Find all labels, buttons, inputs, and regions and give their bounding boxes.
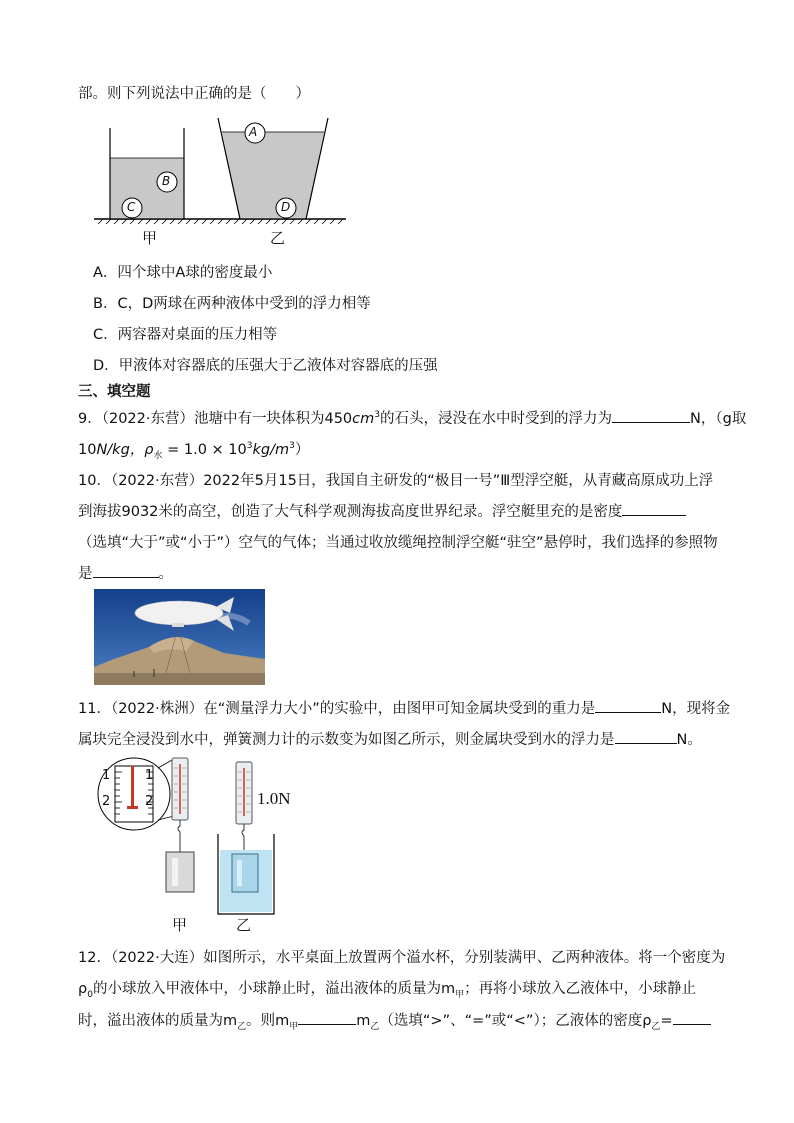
metal-block-right [232,854,258,892]
question-intro: 部。则下列说法中正确的是（ ） [78,86,310,102]
q10-line-4-end: 。 [158,566,173,582]
q11-line-2-text: 属块完全浸没到水中，弹簧测力计的示数变为如图乙所示，则金属块受到水的浮力是 [78,732,615,748]
section-title: 三、填空题 [78,384,151,400]
q9-text-b: 的石头，浸没在水中时受到的浮力为 [380,411,613,427]
question-10-line-4 [78,562,173,583]
question-11-line-1 [78,697,730,718]
q9-exp: 3 [246,441,253,452]
scale-reading: 1.0N [257,789,291,808]
q12-line-2-end: ；再将小球放入乙液体中，小球静止 [464,981,697,997]
q9-text-c: N，（g取 [690,411,747,427]
question-12-line-3 [78,1009,711,1032]
option-c: C．两容器对桌面的压力相等 [93,327,278,343]
q12-m-sub-1: 甲 [455,989,465,1000]
q12-rho: ρ [78,981,88,997]
question-12-line-1: 12．（2022·大连）如图所示，水平桌面上放置两个溢水杯，分别装满甲、乙两种液体。将一个密度为 [78,950,726,966]
airship-photo [94,589,265,685]
q12-m-sub-3: 甲 [289,1021,299,1032]
option-d: D．甲液体对容器底的压强大于乙液体对容器底的压强 [93,358,438,374]
q12-line-3-d: （选填“>”、“=”或“<”）；乙液体的密度ρ [379,1013,652,1029]
magnified-scale-right-2: 2 [145,794,154,809]
q11-line-1-end: N，现将金 [661,701,731,717]
q12-rho-sub: 0 [87,989,93,1000]
q9-rho-unit-sup: 3 [289,441,295,452]
q9-unit: cm [352,411,375,427]
ball-c-label: C [127,200,136,214]
q9-g-unit: N/kg，ρ [96,442,154,458]
q12-line-2-text: 的小球放入甲液体中，小球静止时，溢出液体的质量为m [92,981,456,997]
q9-rho-sub: 水 [153,450,163,461]
left-figure-label: 甲 [142,229,158,247]
q12-line-3-text: 时，溢出液体的质量为m [78,1013,238,1029]
q11-line-2-end: N。 [676,732,702,748]
magnified-scale-right-1: 1 [145,768,154,783]
answer-blank-12b[interactable] [673,1010,711,1025]
ball-d-label: D [281,200,291,214]
q12-line-3-b: 。则m [246,1013,290,1029]
q11-line-1-text: 11．（2022·株洲）在“测量浮力大小”的实验中，由图甲可知金属块受到的重力是 [78,701,596,717]
q10-line-2-text: 到海拔9032米的高空，创造了大气科学观测海拔高度世界纪录。浮空艇里充的是密度 [78,504,623,520]
q10-line-4-text: 是 [78,566,93,582]
figure-label-right: 乙 [236,916,252,934]
q9-rho-unit: kg/m [252,442,290,458]
containers-figure [94,112,354,247]
question-10-line-2 [78,500,686,521]
q9-rho-value: = 1.0 × 10 [162,442,247,458]
q9-g-value: 10 [78,442,97,458]
answer-blank-10a[interactable] [622,501,686,516]
figure-label-left: 甲 [172,916,188,934]
q9-close: ） [294,442,310,458]
spring-scale-figure [96,756,302,920]
question-9-line-1 [78,407,746,428]
q12-line-3-c: m [356,1013,371,1029]
option-a: A．四个球中A球的密度最小 [93,265,273,281]
q9-text-a: 9．（2022·东营）池塘中有一块体积为450 [78,411,353,427]
answer-blank-9[interactable] [612,408,690,423]
question-12-line-2 [78,977,696,1000]
answer-blank-12a[interactable] [298,1010,356,1025]
q12-m-sub-2: 乙 [237,1021,247,1032]
q9-unit-sup: 3 [374,410,381,421]
q12-m-sub-4: 乙 [370,1021,380,1032]
magnified-scale-left-1: 1 [102,768,111,783]
ball-b-label: B [162,174,171,188]
answer-blank-10b[interactable] [93,563,159,578]
ball-a-label: A [249,125,258,139]
q12-rho-sub-2: 乙 [651,1021,661,1032]
option-b: B．C，D两球在两种液体中受到的浮力相等 [93,296,371,312]
metal-block-left [166,852,194,892]
question-11-line-2 [78,728,702,749]
question-9-line-2 [78,438,309,461]
magnified-scale-left-2: 2 [102,794,111,809]
right-figure-label: 乙 [270,229,286,247]
q12-line-3-e: = [660,1013,673,1029]
question-10-line-1: 10．（2022·东营）2022年5月15日，我国自主研发的“极目一号”Ⅲ型浮空艇，从青藏高原成功上浮 [78,473,714,489]
answer-blank-11a[interactable] [595,698,661,713]
answer-blank-11b[interactable] [615,729,677,744]
question-10-line-3: （选填“大于”或“小于”）空气的气体；当通过收放缆绳控制浮空艇“驻空”悬停时，我们选择的参照物 [78,535,718,551]
